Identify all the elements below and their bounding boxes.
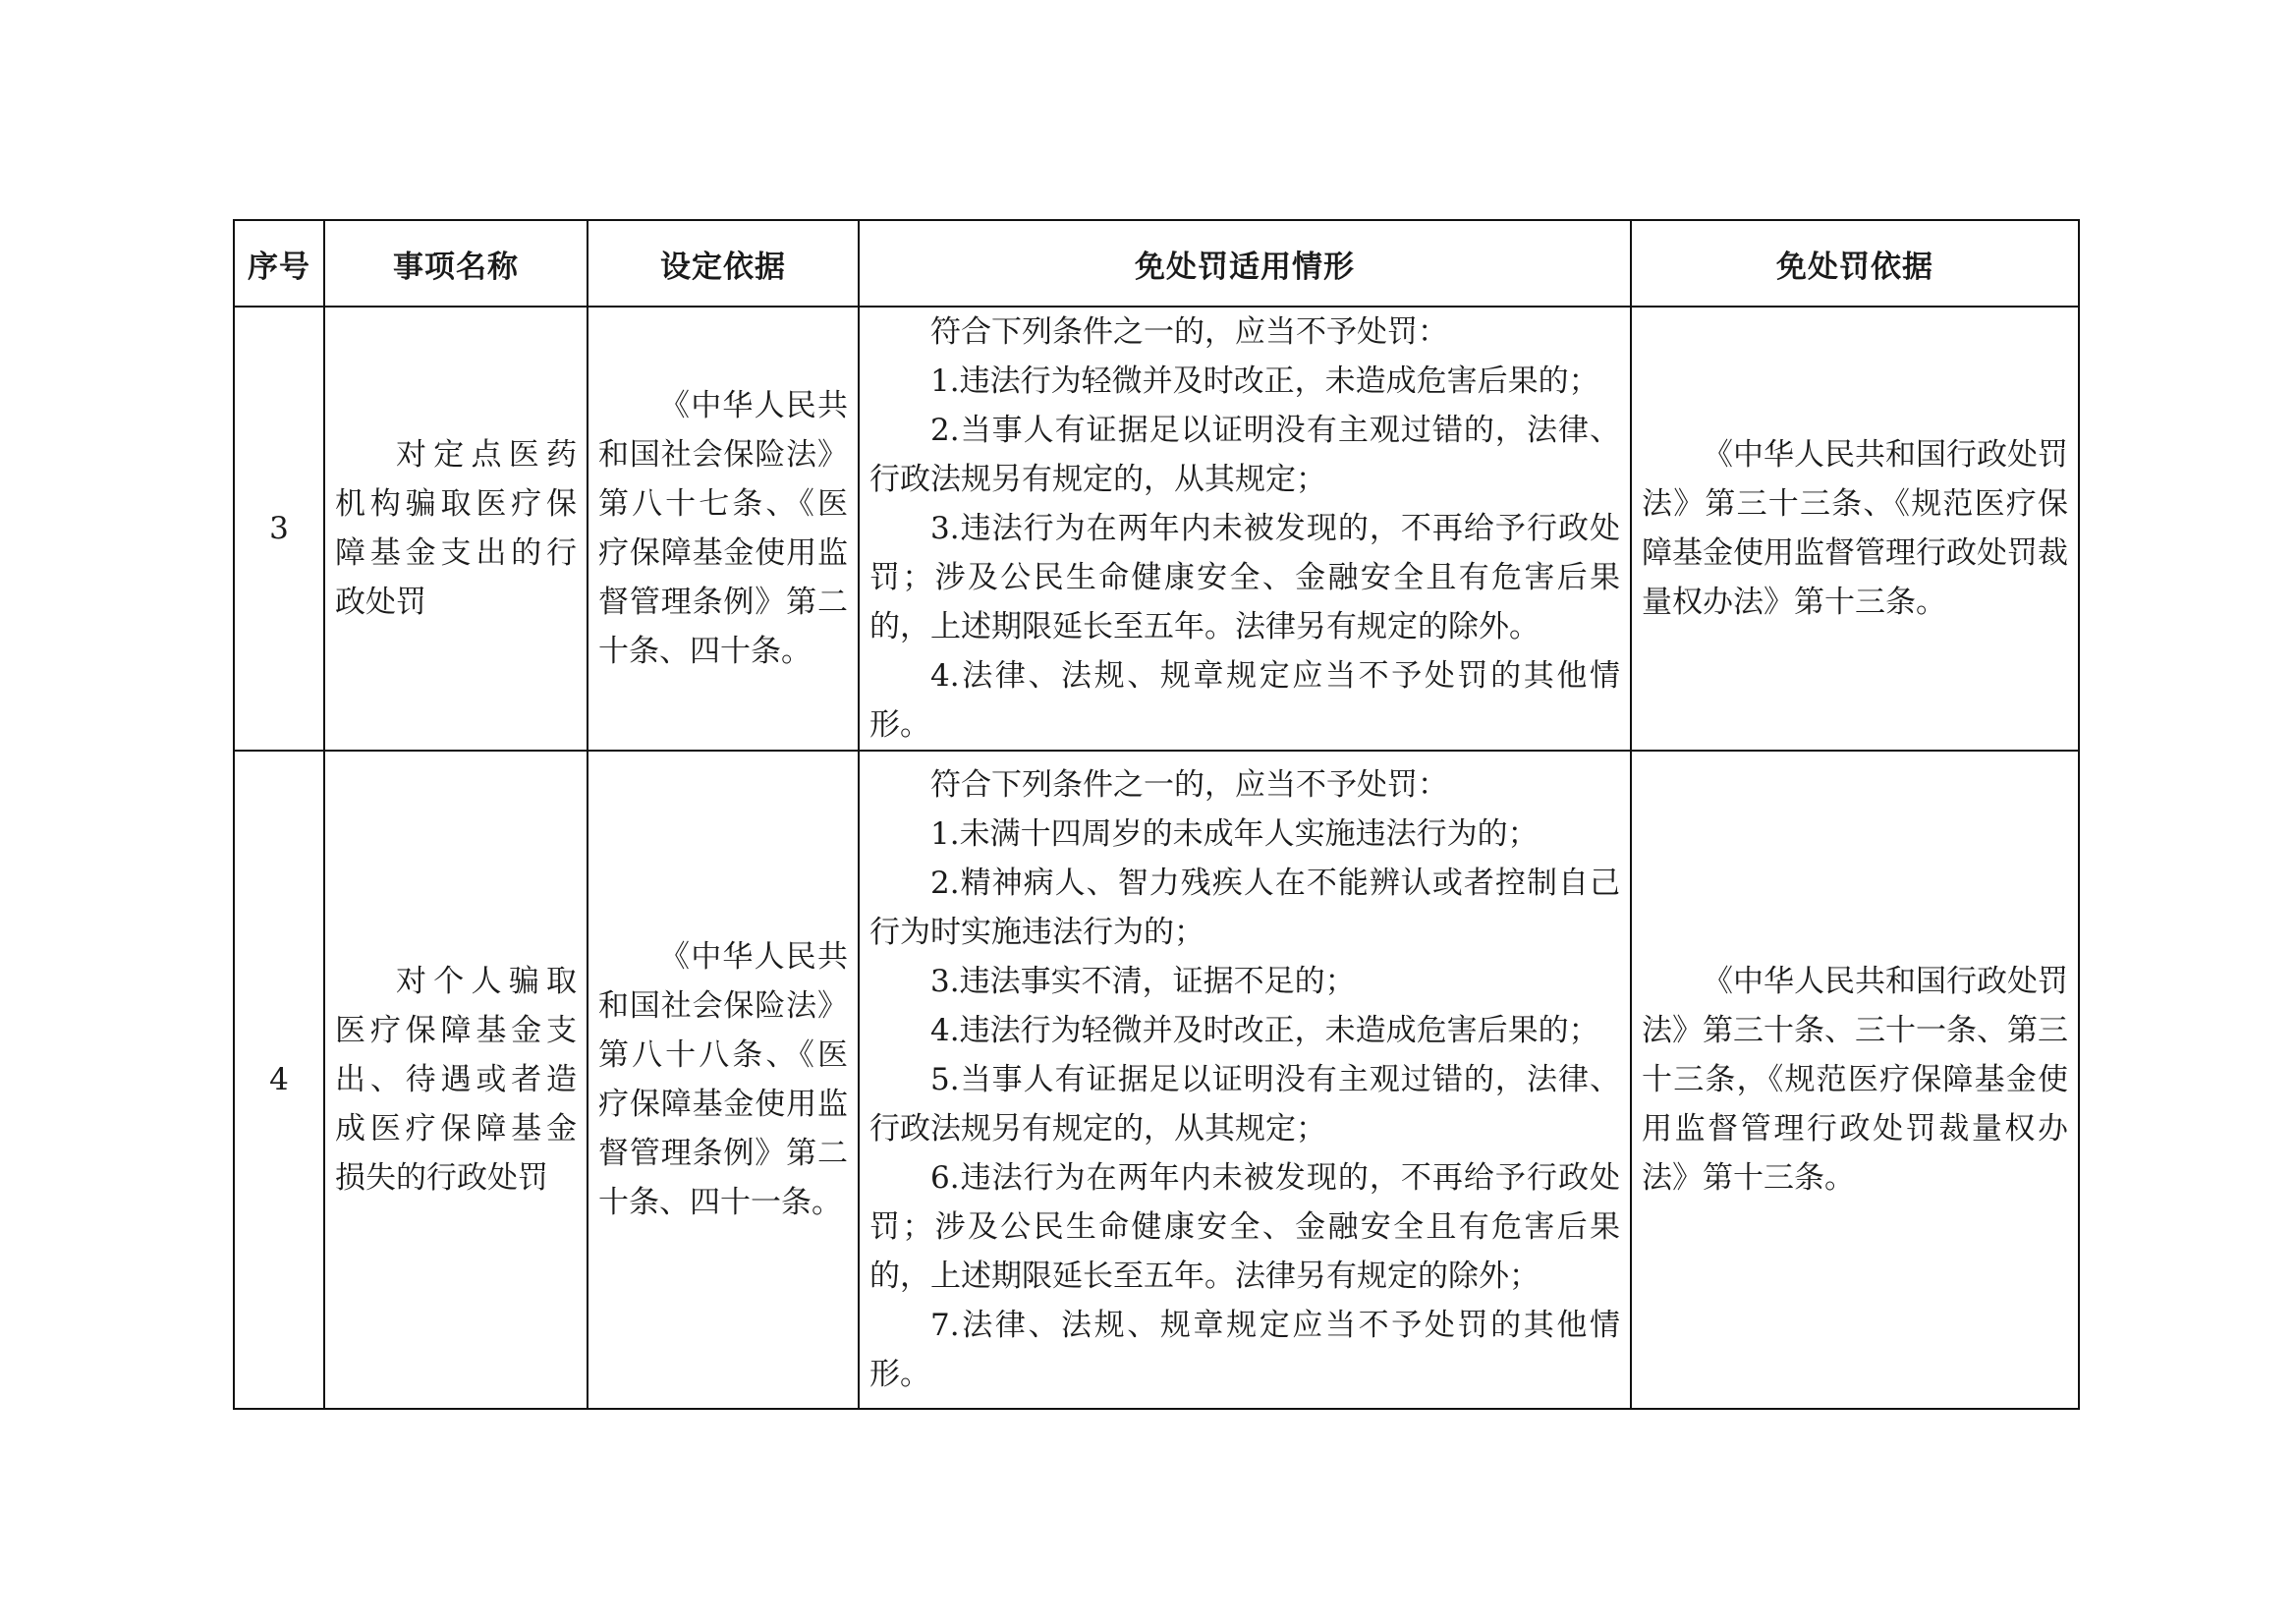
condition-line: 3.违法事实不清，证据不足的； <box>930 964 1356 999</box>
exemption-basis-cell <box>1631 307 2079 751</box>
serial-number-cell: 3 <box>234 307 324 751</box>
condition-line: 5.当事人有证据足以证明没有主观过错的，法律、行政法规另有规定的，从其规定； <box>869 1062 1620 1147</box>
table-row <box>234 307 2079 751</box>
header-exemption-conditions: 免处罚适用情形 <box>859 220 1631 307</box>
table-header-row <box>234 220 2079 307</box>
legal-basis-cell <box>588 307 859 751</box>
item-name-text: 对个人骗取医疗保障基金支出、待遇或者造成医疗保障基金损失的行政处罚 <box>335 964 577 1196</box>
item-name-cell <box>324 307 588 751</box>
header-legal-basis: 设定依据 <box>588 220 859 307</box>
condition-line: 4.违法行为轻微并及时改正，未造成危害后果的； <box>930 1013 1599 1048</box>
serial-number-cell: 4 <box>234 751 324 1409</box>
legal-basis-text: 《中华人民共和国社会保险法》第八十七条、《医疗保障基金使用监督管理条例》第二十条、四十条。 <box>598 388 848 669</box>
condition-line: 2.当事人有证据足以证明没有主观过错的，法律、行政法规另有规定的，从其规定； <box>869 413 1620 497</box>
condition-line: 4.法律、法规、规章规定应当不予处罚的其他情形。 <box>869 658 1620 743</box>
condition-line: 7.法律、法规、规章规定应当不予处罚的其他情形。 <box>869 1308 1620 1392</box>
exemption-conditions-cell <box>859 307 1631 751</box>
exemption-conditions-list <box>860 308 1630 750</box>
item-name-cell <box>324 751 588 1409</box>
condition-line: 2.精神病人、智力残疾人在不能辨认或者控制自己行为时实施违法行为的； <box>869 866 1620 950</box>
header-item-name: 事项名称 <box>324 220 588 307</box>
condition-line: 3.违法行为在两年内未被发现的，不再给予行政处罚；涉及公民生命健康安全、金融安全且有危害后果的，上述期限延长至五年。法律另有规定的除外。 <box>869 511 1620 644</box>
header-serial-number: 序号 <box>234 220 324 307</box>
condition-line: 符合下列条件之一的，应当不予处罚： <box>930 314 1448 350</box>
condition-line: 符合下列条件之一的，应当不予处罚： <box>930 767 1448 803</box>
legal-basis-cell <box>588 751 859 1409</box>
exemption-conditions-list <box>860 760 1630 1399</box>
exemption-basis-text: 《中华人民共和国行政处罚法》第三十三条、《规范医疗保障基金使用监督管理行政处罚裁量权办法》第十三条。 <box>1642 437 2068 620</box>
penalty-exemption-table <box>233 219 2080 1410</box>
item-name-text: 对定点医药机构骗取医疗保障基金支出的行政处罚 <box>335 437 577 620</box>
table-row <box>234 751 2079 1409</box>
condition-line: 1.违法行为轻微并及时改正，未造成危害后果的； <box>930 364 1599 399</box>
exemption-basis-cell <box>1631 751 2079 1409</box>
legal-basis-text: 《中华人民共和国社会保险法》第八十八条、《医疗保障基金使用监督管理条例》第二十条、四十一条。 <box>598 939 848 1220</box>
exemption-basis-text: 《中华人民共和国行政处罚法》第三十条、三十一条、第三十三条，《规范医疗保障基金使用监督管理行政处罚裁量权办法》第十三条。 <box>1642 964 2068 1196</box>
condition-line: 1.未满十四周岁的未成年人实施违法行为的； <box>930 816 1539 852</box>
condition-line: 6.违法行为在两年内未被发现的，不再给予行政处罚；涉及公民生命健康安全、金融安全且有危害后果的，上述期限延长至五年。法律另有规定的除外； <box>869 1160 1620 1294</box>
header-exemption-basis: 免处罚依据 <box>1631 220 2079 307</box>
exemption-conditions-cell <box>859 751 1631 1409</box>
